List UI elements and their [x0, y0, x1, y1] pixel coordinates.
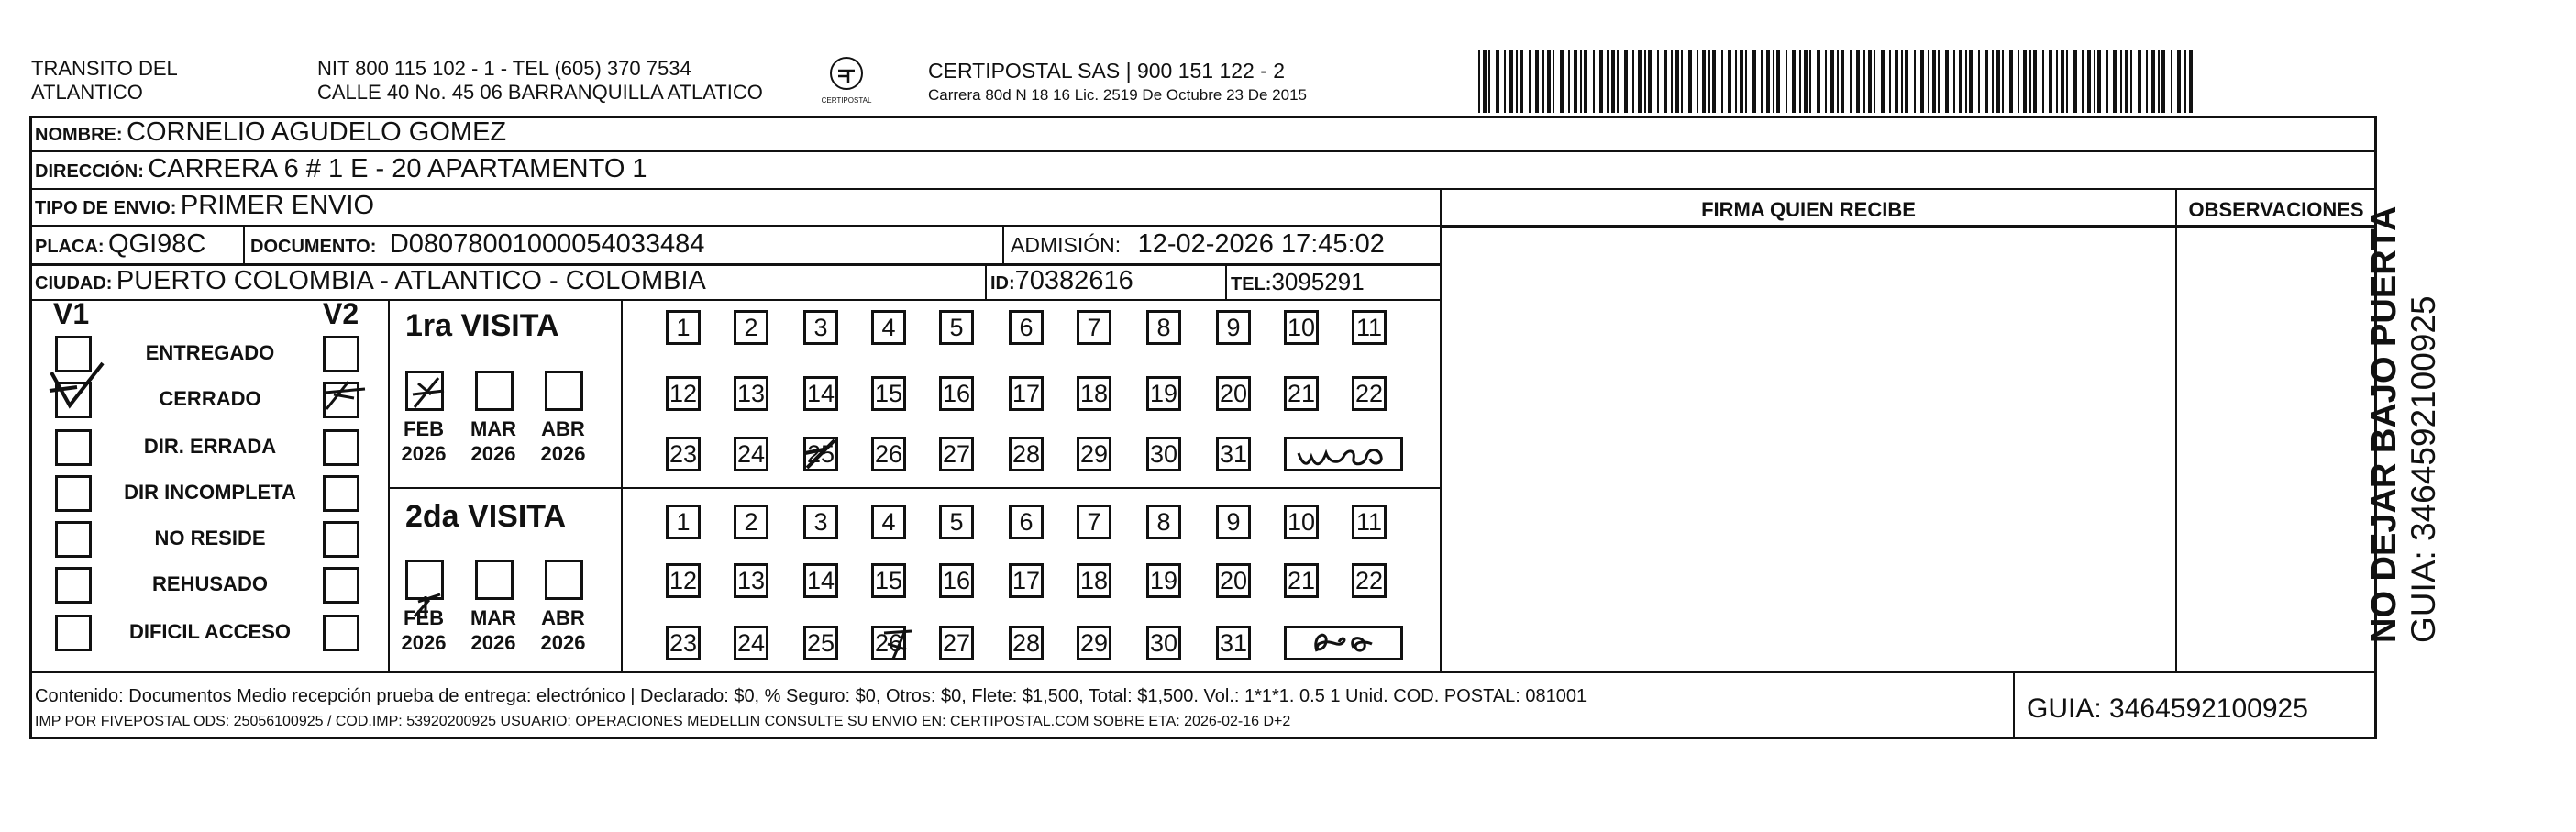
carrier-license: Carrera 80d N 18 16 Lic. 2519 De Octubre 23 De 2015 [928, 86, 1307, 104]
v1-checkbox-6[interactable] [55, 615, 92, 651]
observaciones-header: OBSERVACIONES [2188, 198, 2364, 221]
barcode-bar [2061, 50, 2064, 113]
barcode-bar [1632, 50, 1634, 113]
visit-2-year-1: 2026 [470, 631, 516, 654]
visit-1-day-13[interactable]: 13 [734, 376, 768, 411]
sender-name [31, 57, 178, 105]
direccion-value: CARRERA 6 # 1 E - 20 APARTAMENTO 1 [148, 154, 647, 183]
visit-1-day-23[interactable]: 23 [666, 437, 701, 471]
admision-field [1011, 229, 1385, 260]
ciudad-value: PUERTO COLOMBIA - ATLANTICO - COLOMBIA [116, 266, 706, 295]
id-value: 70382616 [1014, 266, 1133, 295]
status-label-3: DIR INCOMPLETA [124, 481, 296, 504]
barcode-bar [1932, 50, 1936, 113]
v1-label: V1 [53, 297, 90, 330]
visit-1-day-15[interactable]: 15 [871, 376, 906, 411]
barcode-bar [2113, 50, 2117, 113]
visit-1-day-10[interactable]: 10 [1284, 310, 1319, 345]
v1-checkbox-5[interactable] [55, 567, 92, 604]
visit-2-day-24[interactable]: 24 [734, 626, 768, 660]
visit-2-month-checkbox-1[interactable] [475, 560, 514, 600]
barcode-bar [1599, 50, 1603, 113]
barcode-bar [1881, 50, 1885, 113]
barcode-bar [1568, 50, 1570, 113]
barcode-bar [1735, 50, 1737, 113]
visit-1-day-18[interactable]: 18 [1077, 376, 1111, 411]
barcode-bar [2087, 50, 2091, 113]
v2-checkbox-0[interactable] [323, 336, 359, 372]
barcode-bar [2184, 50, 2186, 113]
barcode-bar [2106, 50, 2108, 113]
id-field [990, 266, 1133, 296]
visit-2-day-3[interactable]: 3 [803, 505, 838, 539]
barcode-bar [1920, 50, 1924, 113]
visit-1-year-0: 2026 [401, 442, 447, 465]
placa-label: PLACA: [35, 237, 105, 257]
barcode-bar [1708, 50, 1710, 113]
barcode-bar [1786, 50, 1787, 113]
tel-field [1231, 268, 1365, 296]
barcode-bar [1965, 50, 1967, 113]
carrier-name: CERTIPOSTAL SAS | 900 151 122 - 2 [928, 59, 1286, 83]
visit-2-day-15[interactable]: 15 [871, 563, 906, 598]
barcode-bar [2125, 50, 2128, 113]
visit-1-day-8[interactable]: 8 [1146, 310, 1181, 345]
firma-header: FIRMA QUIEN RECIBE [1701, 198, 1916, 221]
barcode-bar [1773, 50, 1774, 113]
visit-2-day-11[interactable]: 11 [1352, 505, 1387, 539]
barcode-bar [1535, 50, 1539, 113]
barcode-bar [1945, 50, 1949, 113]
barcode-bar [2177, 50, 2181, 113]
status-label-2: DIR. ERRADA [143, 435, 277, 458]
barcode-bar [1959, 50, 1962, 113]
barcode-bar [1553, 50, 1554, 113]
visit-1-month-0: FEB [404, 417, 444, 440]
barcode-bar [1856, 50, 1860, 113]
barcode-bar [1697, 50, 1698, 113]
barcode-bar [1953, 50, 1955, 113]
visit-2-day-12[interactable]: 12 [666, 563, 701, 598]
barcode-bar [1761, 50, 1763, 113]
documento-field [250, 229, 704, 260]
visit-2-day-2[interactable]: 2 [734, 505, 768, 539]
visit-2-day-9[interactable]: 9 [1216, 505, 1251, 539]
visit-1-month-label-2 [536, 416, 591, 466]
contenido-text: Contenido: Documentos Medio recepción prueba de entrega: electrónico | Declarado: $0, % Seguro: $0, Otros: $0, Flete: $1,500, Total: $1,500. Vol.: 1*1*1. 0.5 1 Unid. COD. POSTAL: 081001 [35, 686, 1587, 706]
barcode-bar [1837, 50, 1839, 113]
visit-2-year-2: 2026 [540, 631, 586, 654]
visit-1-day-9[interactable]: 9 [1216, 310, 1251, 345]
barcode-bar [1712, 50, 1716, 113]
barcode-bar [2161, 50, 2165, 113]
placa-field [35, 229, 205, 260]
barcode-bar [2120, 50, 2122, 113]
barcode-bar [2082, 50, 2084, 113]
ciudad-label: CIUDAD: [35, 273, 113, 294]
barcode-bar [1985, 50, 1988, 113]
visit-2-day-1[interactable]: 1 [666, 505, 701, 539]
visit-2-day-31[interactable]: 31 [1216, 626, 1251, 660]
barcode-bar [1895, 50, 1898, 113]
barcode-bar [1841, 50, 1844, 113]
visit-2-day-19[interactable]: 19 [1146, 563, 1181, 598]
visit-1-day-3[interactable]: 3 [803, 310, 838, 345]
visit-1-day-21[interactable]: 21 [1284, 376, 1319, 411]
side-guia: GUIA: 3464592100925 [2405, 295, 2442, 643]
visit-1-day-1[interactable]: 1 [666, 310, 701, 345]
visit-2-day-14[interactable]: 14 [803, 563, 838, 598]
barcode-bar [1850, 50, 1852, 113]
visit-2-day-13[interactable]: 13 [734, 563, 768, 598]
barcode-bar [2189, 50, 2193, 113]
visit-1-day-24[interactable]: 24 [734, 437, 768, 471]
barcode-bar [2049, 50, 2052, 113]
barcode-bar [1825, 50, 1827, 113]
visit-2-month-2: ABR [541, 606, 585, 629]
barcode-bar [1560, 50, 1564, 113]
barcode-bar [1617, 50, 1619, 113]
barcode-bar [2094, 50, 2095, 113]
barcode-bar [1996, 50, 2000, 113]
barcode-bar [1624, 50, 1628, 113]
barcode-bar [1728, 50, 1731, 113]
barcode-bar [1496, 50, 1499, 113]
barcode-bar [1529, 50, 1531, 113]
visit-2-month-label-0 [396, 605, 451, 655]
barcode-bar [1889, 50, 1891, 113]
barcode-bar [2002, 50, 2004, 113]
visit-1-day-2[interactable]: 2 [734, 310, 768, 345]
visit-1-day-12[interactable]: 12 [666, 376, 701, 411]
visit-2-day-16[interactable]: 16 [939, 563, 974, 598]
barcode-bar [1638, 50, 1642, 113]
barcode-bar [1671, 50, 1673, 113]
visit-1-title: 1ra VISITA [405, 308, 559, 343]
visit-2-day-29[interactable]: 29 [1077, 626, 1111, 660]
barcode-bar [1863, 50, 1865, 113]
barcode-bar [1483, 50, 1487, 113]
v1-checkbox-0[interactable] [55, 336, 92, 372]
carrier-logo-text: CERTIPOSTAL [821, 96, 872, 105]
visit-1-day-19[interactable]: 19 [1146, 376, 1181, 411]
barcode-bar [2009, 50, 2013, 113]
visit-1-month-label-0 [396, 416, 451, 466]
visit-2-month-checkbox-2[interactable] [545, 560, 583, 600]
admision-label: ADMISIÓN: [1011, 233, 1122, 257]
barcode-bar [2158, 50, 2160, 113]
visit-1-day-26[interactable]: 26 [871, 437, 906, 471]
visit-2-day-8[interactable]: 8 [1146, 505, 1181, 539]
barcode-bar [1688, 50, 1692, 113]
barcode-bar [1702, 50, 1706, 113]
visit-2-month-label-1 [466, 605, 521, 655]
barcode-bar [2018, 50, 2019, 113]
visit-1-day-30[interactable]: 30 [1146, 437, 1181, 471]
visit-2-day-21[interactable]: 21 [1284, 563, 1319, 598]
visit-1-day-6[interactable]: 6 [1009, 310, 1044, 345]
visit-2-day-22[interactable]: 22 [1352, 563, 1387, 598]
barcode-bar [1664, 50, 1667, 113]
barcode-bar [1593, 50, 1595, 113]
visit-1-month-2: ABR [541, 417, 585, 440]
visit-1-day-20[interactable]: 20 [1216, 376, 1251, 411]
nombre-value: CORNELIO AGUDELO GOMEZ [127, 117, 507, 147]
v1-checkbox-1[interactable] [55, 382, 92, 418]
barcode-bar [2023, 50, 2027, 113]
visit-1-day-27[interactable]: 27 [939, 437, 974, 471]
barcode-bar [1745, 50, 1747, 113]
barcode-bar [1574, 50, 1577, 113]
visit-1-signature-box[interactable] [1284, 437, 1403, 471]
visit-2-day-6[interactable]: 6 [1009, 505, 1044, 539]
barcode-bar [1817, 50, 1820, 113]
status-label-6: DIFICIL ACCESO [128, 620, 291, 643]
tel-label: TEL: [1231, 274, 1272, 294]
id-label: ID: [990, 273, 1015, 294]
visit-2-year-0: 2026 [401, 631, 447, 654]
v2-label: V2 [323, 297, 359, 330]
visit-2-day-26[interactable]: 26 [871, 626, 906, 660]
barcode-bar [2042, 50, 2044, 113]
visit-1-day-14[interactable]: 14 [803, 376, 838, 411]
barcode-bar [1752, 50, 1756, 113]
visit-2-day-28[interactable]: 28 [1009, 626, 1044, 660]
barcode-bar [1580, 50, 1582, 113]
barcode-bar [2151, 50, 2155, 113]
v2-checkbox-2[interactable] [323, 429, 359, 466]
barcode-bar [1776, 50, 1780, 113]
barcode-bar [1874, 50, 1875, 113]
documento-label: DOCUMENTO: [250, 237, 377, 257]
barcode-bar [1928, 50, 1929, 113]
barcode-bar [1675, 50, 1679, 113]
barcode-bar [2130, 50, 2132, 113]
visit-2-day-27[interactable]: 27 [939, 626, 974, 660]
visit-2-signature-box[interactable] [1284, 626, 1403, 660]
visit-2-month-0: FEB [404, 606, 444, 629]
visit-1-day-17[interactable]: 17 [1009, 376, 1044, 411]
admision-value: 12-02-2026 17:45:02 [1137, 229, 1385, 259]
barcode-bar [1478, 50, 1480, 113]
v1-checkbox-2[interactable] [55, 429, 92, 466]
footer-guia: GUIA: 3464592100925 [2027, 693, 2308, 724]
visit-1-year-1: 2026 [470, 442, 516, 465]
barcode-bar [1766, 50, 1770, 113]
visit-1-year-2: 2026 [540, 442, 586, 465]
placa-value: QGI98C [108, 229, 206, 259]
barcode-bar [2029, 50, 2031, 113]
visit-1-day-31[interactable]: 31 [1216, 437, 1251, 471]
v2-checkbox-5[interactable] [323, 567, 359, 604]
barcode-bar [1804, 50, 1808, 113]
visit-2-title: 2da VISITA [405, 499, 567, 534]
visit-1-month-checkbox-1[interactable] [475, 371, 514, 411]
barcode-bar [2033, 50, 2037, 113]
barcode-bar [2073, 50, 2077, 113]
status-label-5: REHUSADO [152, 572, 268, 595]
side-text [2364, 148, 2443, 643]
barcode-bar [2146, 50, 2148, 113]
barcode-bar [1516, 50, 1518, 113]
sender-line-1: TRANSITO DEL [31, 57, 178, 80]
barcode-bar [1509, 50, 1513, 113]
barcode-bar [1584, 50, 1587, 113]
status-label-1: CERRADO [159, 387, 261, 410]
visit-2-day-25[interactable]: 25 [803, 626, 838, 660]
barcode-bar [1488, 50, 1490, 113]
visit-1-month-checkbox-2[interactable] [545, 371, 583, 411]
carrier-logo-icon [828, 55, 865, 92]
visit-2-day-10[interactable]: 10 [1284, 505, 1319, 539]
visit-1-day-11[interactable]: 11 [1352, 310, 1387, 345]
visit-2-day-5[interactable]: 5 [939, 505, 974, 539]
barcode [1478, 50, 2195, 115]
visit-2-month-checkbox-0[interactable] [405, 560, 444, 600]
documento-value: D08078001000054033484 [389, 229, 705, 259]
visit-1-month-1: MAR [470, 417, 517, 440]
barcode-bar [1969, 50, 1973, 113]
visit-1-month-checkbox-0[interactable] [405, 371, 444, 411]
barcode-bar [1830, 50, 1834, 113]
visit-1-day-22[interactable]: 22 [1352, 376, 1387, 411]
sender-details [317, 57, 763, 105]
barcode-bar [1938, 50, 1940, 113]
barcode-bar [1905, 50, 1908, 113]
barcode-bar [1681, 50, 1683, 113]
visit-1-day-16[interactable]: 16 [939, 376, 974, 411]
tipo-envio-label: TIPO DE ENVIO: [35, 198, 177, 218]
v2-checkbox-4[interactable] [323, 521, 359, 558]
visit-1-day-5[interactable]: 5 [939, 310, 974, 345]
barcode-bar [1740, 50, 1743, 113]
status-label-0: ENTREGADO [145, 341, 275, 364]
barcode-bar [1799, 50, 1801, 113]
visit-2-month-label-2 [536, 605, 591, 655]
v1-checkbox-3[interactable] [55, 475, 92, 512]
visit-1-month-label-1 [466, 416, 521, 466]
barcode-bar [1547, 50, 1551, 113]
v2-checkbox-1[interactable] [323, 382, 359, 418]
barcode-bar [1992, 50, 1994, 113]
v2-checkbox-6[interactable] [323, 615, 359, 651]
visit-2-month-1: MAR [470, 606, 517, 629]
barcode-bar [1520, 50, 1523, 113]
barcode-bar [2138, 50, 2141, 113]
ciudad-field [35, 266, 706, 296]
barcode-bar [1901, 50, 1903, 113]
visit-2-day-20[interactable]: 20 [1216, 563, 1251, 598]
barcode-bar [2171, 50, 2172, 113]
sender-line-2: ATLANTICO [31, 81, 143, 104]
imp-text: IMP POR FIVEPOSTAL ODS: 25056100925 / COD.IMP: 53920200925 USUARIO: OPERACIONES MEDELLIN CONSULTE SU ENVIO EN: CERTIPOSTAL.COM SOBRE ETA: 2026-02-16 D+2 [35, 714, 1291, 729]
direccion-row [35, 154, 647, 184]
barcode-bar [1611, 50, 1615, 113]
direccion-label: DIRECCIÓN: [35, 161, 144, 182]
barcode-bar [1809, 50, 1811, 113]
nombre-label: NOMBRE: [35, 125, 123, 145]
sender-nit: NIT 800 115 102 - 1 - TEL (605) 370 7534 [317, 57, 691, 80]
v1-checkbox-4[interactable] [55, 521, 92, 558]
barcode-bar [1607, 50, 1609, 113]
visit-1-day-25[interactable]: 25 [803, 437, 838, 471]
visit-1-day-29[interactable]: 29 [1077, 437, 1111, 471]
barcode-bar [1657, 50, 1659, 113]
nombre-row [35, 117, 506, 148]
sender-address: CALLE 40 No. 45 06 BARRANQUILLA ATLATICO [317, 81, 763, 104]
visit-2-day-4[interactable]: 4 [871, 505, 906, 539]
visit-2-day-30[interactable]: 30 [1146, 626, 1181, 660]
visit-2-day-23[interactable]: 23 [666, 626, 701, 660]
barcode-bar [1914, 50, 1916, 113]
barcode-bar [1792, 50, 1796, 113]
visit-2-day-17[interactable]: 17 [1009, 563, 1044, 598]
barcode-bar [1644, 50, 1646, 113]
barcode-bar [1978, 50, 1980, 113]
visit-1-day-4[interactable]: 4 [871, 310, 906, 345]
tipo-envio-row [35, 191, 374, 221]
visit-2-day-7[interactable]: 7 [1077, 505, 1111, 539]
carrier-logo [814, 55, 879, 105]
v2-checkbox-3[interactable] [323, 475, 359, 512]
barcode-bar [2097, 50, 2101, 113]
visit-2-day-18[interactable]: 18 [1077, 563, 1111, 598]
tel-value: 3095291 [1271, 268, 1365, 295]
barcode-bar [1868, 50, 1872, 113]
barcode-bar [2056, 50, 2058, 113]
side-warning: NO DEJAR BAJO PUERTA [2365, 205, 2404, 643]
barcode-bar [1648, 50, 1652, 113]
visit-1-day-7[interactable]: 7 [1077, 310, 1111, 345]
barcode-bar [1504, 50, 1506, 113]
barcode-bar [1542, 50, 1544, 113]
barcode-bar [2066, 50, 2068, 113]
tipo-envio-value: PRIMER ENVIO [180, 191, 375, 220]
visit-1-day-28[interactable]: 28 [1009, 437, 1044, 471]
status-label-4: NO RESIDE [154, 527, 266, 549]
barcode-bar [1721, 50, 1723, 113]
